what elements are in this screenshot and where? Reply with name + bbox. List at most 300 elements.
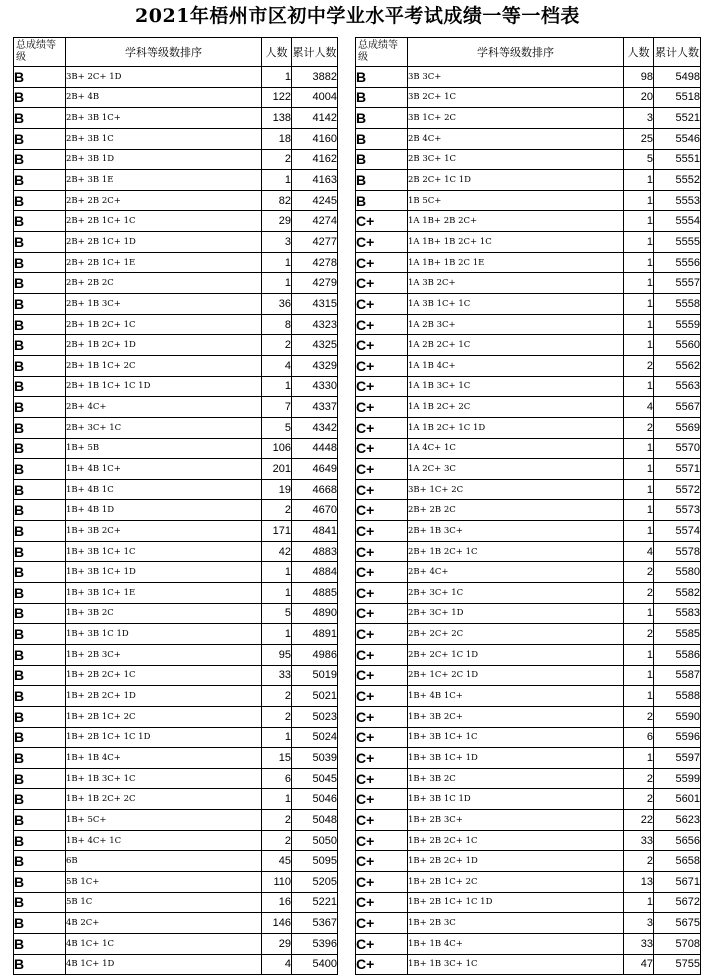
count-cell: 2 — [262, 810, 292, 831]
table-row — [14, 521, 338, 542]
grade-cell: C+ — [356, 521, 408, 542]
count-cell: 1 — [262, 562, 292, 583]
table-row — [356, 644, 701, 665]
sequence-cell: 4B 1C+ 1D — [66, 954, 262, 975]
sequence-cell: 1B+ 2B 2C+ 1C — [408, 830, 624, 851]
grade-cell: C+ — [356, 851, 408, 872]
table-header-row — [356, 38, 701, 67]
sequence-cell: 1B+ 2B 1C+ 2C — [66, 706, 262, 727]
grade-cell: B — [14, 190, 66, 211]
cumulative-cell: 5367 — [292, 913, 338, 934]
cumulative-cell: 5553 — [654, 190, 701, 211]
grade-cell: B — [14, 748, 66, 769]
count-cell: 22 — [624, 810, 654, 831]
count-cell: 2 — [624, 355, 654, 376]
count-cell: 6 — [624, 727, 654, 748]
grade-cell: B — [14, 479, 66, 500]
count-cell: 1 — [624, 294, 654, 315]
count-cell: 1 — [624, 479, 654, 500]
sequence-cell: 5B 1C+ — [66, 871, 262, 892]
count-cell: 1 — [624, 211, 654, 232]
grade-cell: B — [14, 871, 66, 892]
sequence-cell: 1A 2C+ 3C — [408, 459, 624, 480]
sequence-cell: 2B+ 2B 1C+ 1D — [66, 232, 262, 253]
cumulative-cell: 4890 — [292, 603, 338, 624]
sequence-cell: 1B+ 1B 4C+ — [66, 748, 262, 769]
sequence-cell: 1B+ 5C+ — [66, 810, 262, 831]
grade-table-left — [13, 37, 338, 975]
count-cell: 1 — [262, 727, 292, 748]
page-title: 2021年梧州市区初中学业水平考试成绩一等一档表 — [135, 5, 580, 27]
count-cell: 2 — [624, 706, 654, 727]
sequence-cell: 2B+ 3C+ 1C — [66, 417, 262, 438]
cumulative-cell: 4323 — [292, 314, 338, 335]
table-header-row — [14, 38, 338, 67]
cumulative-cell: 4004 — [292, 87, 338, 108]
grade-cell: C+ — [356, 273, 408, 294]
table-row — [14, 211, 338, 232]
sequence-cell: 1A 1B 3C+ 1C — [408, 376, 624, 397]
cumulative-cell: 5563 — [654, 376, 701, 397]
grade-cell: B — [14, 768, 66, 789]
grade-cell: C+ — [356, 871, 408, 892]
grade-cell: B — [14, 810, 66, 831]
cumulative-cell: 4315 — [292, 294, 338, 315]
cumulative-cell: 5221 — [292, 892, 338, 913]
cumulative-cell: 5571 — [654, 459, 701, 480]
sequence-cell: 2B+ 2C+ 1C 1D — [408, 644, 624, 665]
count-cell: 3 — [624, 108, 654, 129]
cumulative-cell: 5585 — [654, 624, 701, 645]
count-cell: 1 — [624, 314, 654, 335]
sequence-cell: 1A 1B+ 2B 2C+ — [408, 211, 624, 232]
table-row — [356, 108, 701, 129]
cumulative-cell: 5048 — [292, 810, 338, 831]
sequence-cell: 1B+ 3B 2C+ — [66, 521, 262, 542]
count-cell: 29 — [262, 211, 292, 232]
sequence-cell: 3B 2C+ 1C — [408, 87, 624, 108]
grade-cell: B — [14, 686, 66, 707]
sequence-cell: 1B+ 3B 1C 1D — [66, 624, 262, 645]
cumulative-cell: 4337 — [292, 397, 338, 418]
cumulative-cell: 5583 — [654, 603, 701, 624]
cumulative-cell: 5578 — [654, 541, 701, 562]
sequence-cell: 1B+ 2B 1C+ 1C 1D — [66, 727, 262, 748]
table-row — [14, 954, 338, 975]
grade-cell: B — [14, 521, 66, 542]
grade-cell: C+ — [356, 603, 408, 624]
cumulative-cell: 5587 — [654, 665, 701, 686]
header-cumulative: 累计人数 — [292, 38, 338, 67]
table-body-left — [14, 67, 338, 975]
table-row — [14, 232, 338, 253]
count-cell: 106 — [262, 438, 292, 459]
sequence-cell: 1B+ 4B 1C+ — [66, 459, 262, 480]
sequence-cell: 2B+ 1B 1C+ 2C — [66, 355, 262, 376]
count-cell: 1 — [624, 232, 654, 253]
cumulative-cell: 5556 — [654, 252, 701, 273]
count-cell: 95 — [262, 644, 292, 665]
grade-cell: B — [14, 500, 66, 521]
cumulative-cell: 5658 — [654, 851, 701, 872]
cumulative-cell: 5559 — [654, 314, 701, 335]
table-row — [14, 686, 338, 707]
table-row — [356, 851, 701, 872]
table-row — [356, 789, 701, 810]
table-row — [14, 810, 338, 831]
sequence-cell: 2B+ 1B 2C+ 1C — [408, 541, 624, 562]
count-cell: 2 — [624, 624, 654, 645]
table-row — [14, 541, 338, 562]
sequence-cell: 2B+ 2B 1C+ 1E — [66, 252, 262, 273]
grade-cell: C+ — [356, 294, 408, 315]
sequence-cell: 2B+ 1B 3C+ — [408, 521, 624, 542]
sequence-cell: 1B+ 2B 1C+ 2C — [408, 871, 624, 892]
grade-cell: C+ — [356, 459, 408, 480]
table-row — [356, 459, 701, 480]
count-cell: 2 — [262, 706, 292, 727]
sequence-cell: 1B+ 2B 2C+ 1D — [408, 851, 624, 872]
sequence-cell: 2B+ 2C+ 2C — [408, 624, 624, 645]
grade-cell: C+ — [356, 727, 408, 748]
count-cell: 1 — [624, 170, 654, 191]
count-cell: 4 — [624, 397, 654, 418]
cumulative-cell: 3882 — [292, 67, 338, 88]
sequence-cell: 2B+ 4B — [66, 87, 262, 108]
sequence-cell: 1B+ 3B 2C+ — [408, 706, 624, 727]
table-row — [14, 170, 338, 191]
grade-cell: C+ — [356, 500, 408, 521]
count-cell: 2 — [624, 583, 654, 604]
table-row — [356, 768, 701, 789]
count-cell: 33 — [262, 665, 292, 686]
cumulative-cell: 5560 — [654, 335, 701, 356]
cumulative-cell: 5675 — [654, 913, 701, 934]
grade-cell: B — [14, 355, 66, 376]
table-row — [356, 170, 701, 191]
cumulative-cell: 4448 — [292, 438, 338, 459]
count-cell: 5 — [262, 603, 292, 624]
count-cell: 7 — [262, 397, 292, 418]
grade-cell: B — [14, 954, 66, 975]
sequence-cell: 1A 1B 4C+ — [408, 355, 624, 376]
count-cell: 1 — [624, 438, 654, 459]
cumulative-cell: 4885 — [292, 583, 338, 604]
sequence-cell: 1B+ 4B 1C — [66, 479, 262, 500]
count-cell: 2 — [624, 417, 654, 438]
table-row — [14, 665, 338, 686]
table-row — [14, 727, 338, 748]
grade-cell: C+ — [356, 933, 408, 954]
table-row — [356, 128, 701, 149]
count-cell: 15 — [262, 748, 292, 769]
sequence-cell: 1B+ 4B 1C+ — [408, 686, 624, 707]
sequence-cell: 2B 4C+ — [408, 128, 624, 149]
sequence-cell: 2B+ 3C+ 1D — [408, 603, 624, 624]
grade-cell: B — [14, 294, 66, 315]
count-cell: 1 — [624, 603, 654, 624]
cumulative-cell: 4330 — [292, 376, 338, 397]
table-row — [14, 67, 338, 88]
grade-cell: B — [14, 335, 66, 356]
count-cell: 4 — [624, 541, 654, 562]
table-row — [356, 933, 701, 954]
table-row — [356, 810, 701, 831]
cumulative-cell: 5599 — [654, 768, 701, 789]
count-cell: 1 — [624, 748, 654, 769]
cumulative-cell: 5570 — [654, 438, 701, 459]
cumulative-cell: 5400 — [292, 954, 338, 975]
count-cell: 110 — [262, 871, 292, 892]
sequence-cell: 3B 3C+ — [408, 67, 624, 88]
sequence-cell: 2B+ 2B 2C — [66, 273, 262, 294]
sequence-cell: 2B+ 1B 2C+ 1C — [66, 314, 262, 335]
table-row — [356, 954, 701, 975]
count-cell: 1 — [262, 252, 292, 273]
sequence-cell: 1A 1B+ 1B 2C 1E — [408, 252, 624, 273]
sequence-cell: 1A 3B 1C+ 1C — [408, 294, 624, 315]
sequence-cell: 1A 2B 2C+ 1C — [408, 335, 624, 356]
sequence-cell: 1B+ 2B 2C+ 1C — [66, 665, 262, 686]
count-cell: 1 — [624, 335, 654, 356]
count-cell: 2 — [262, 500, 292, 521]
grade-cell: B — [14, 933, 66, 954]
grade-cell: C+ — [356, 314, 408, 335]
table-row — [14, 644, 338, 665]
grade-cell: C+ — [356, 211, 408, 232]
sequence-cell: 2B 3C+ 1C — [408, 149, 624, 170]
sequence-cell: 1B+ 2B 3C — [408, 913, 624, 934]
cumulative-cell: 5019 — [292, 665, 338, 686]
count-cell: 201 — [262, 459, 292, 480]
table-row — [356, 67, 701, 88]
cumulative-cell: 5601 — [654, 789, 701, 810]
cumulative-cell: 4160 — [292, 128, 338, 149]
count-cell: 1 — [624, 500, 654, 521]
sequence-cell: 4B 2C+ — [66, 913, 262, 934]
count-cell: 16 — [262, 892, 292, 913]
table-row — [14, 830, 338, 851]
count-cell: 3 — [262, 232, 292, 253]
grade-cell: C+ — [356, 706, 408, 727]
table-row — [14, 583, 338, 604]
count-cell: 1 — [624, 644, 654, 665]
grade-cell: B — [14, 665, 66, 686]
sequence-cell: 3B+ 2C+ 1D — [66, 67, 262, 88]
grade-cell: B — [14, 438, 66, 459]
count-cell: 1 — [624, 459, 654, 480]
grade-cell: B — [14, 830, 66, 851]
grade-cell: C+ — [356, 892, 408, 913]
table-row — [14, 397, 338, 418]
cumulative-cell: 5045 — [292, 768, 338, 789]
cumulative-cell: 5582 — [654, 583, 701, 604]
table-row — [14, 624, 338, 645]
count-cell: 2 — [624, 768, 654, 789]
grade-cell: C+ — [356, 624, 408, 645]
table-row — [356, 273, 701, 294]
table-row — [14, 376, 338, 397]
cumulative-cell: 5050 — [292, 830, 338, 851]
table-row — [356, 232, 701, 253]
count-cell: 33 — [624, 933, 654, 954]
grade-cell: C+ — [356, 748, 408, 769]
grade-cell: B — [14, 149, 66, 170]
grade-cell: C+ — [356, 541, 408, 562]
grade-cell: B — [356, 128, 408, 149]
count-cell: 171 — [262, 521, 292, 542]
count-cell: 2 — [624, 562, 654, 583]
sequence-cell: 5B 1C — [66, 892, 262, 913]
grade-cell: C+ — [356, 768, 408, 789]
grade-cell: C+ — [356, 810, 408, 831]
sequence-cell: 1B 5C+ — [408, 190, 624, 211]
sequence-cell: 3B 1C+ 2C — [408, 108, 624, 129]
cumulative-cell: 4329 — [292, 355, 338, 376]
count-cell: 2 — [262, 830, 292, 851]
sequence-cell: 3B+ 1C+ 2C — [408, 479, 624, 500]
table-row — [14, 190, 338, 211]
count-cell: 4 — [262, 355, 292, 376]
sequence-cell: 1B+ 2B 3C+ — [408, 810, 624, 831]
sequence-cell: 1B+ 2B 1C+ 1C 1D — [408, 892, 624, 913]
sequence-cell: 1A 2B 3C+ — [408, 314, 624, 335]
cumulative-cell: 5590 — [654, 706, 701, 727]
header-grade: 总成绩等级 — [14, 38, 66, 67]
sequence-cell: 1B+ 4C+ 1C — [66, 830, 262, 851]
table-row — [14, 748, 338, 769]
cumulative-cell: 5518 — [654, 87, 701, 108]
sequence-cell: 1B+ 1B 3C+ 1C — [66, 768, 262, 789]
count-cell: 1 — [624, 190, 654, 211]
cumulative-cell: 5708 — [654, 933, 701, 954]
grade-cell: C+ — [356, 562, 408, 583]
cumulative-cell: 5755 — [654, 954, 701, 975]
count-cell: 18 — [262, 128, 292, 149]
grade-cell: B — [14, 727, 66, 748]
table-row — [356, 500, 701, 521]
grade-cell: B — [14, 170, 66, 191]
cumulative-cell: 5021 — [292, 686, 338, 707]
grade-cell: B — [14, 128, 66, 149]
count-cell: 1 — [262, 170, 292, 191]
count-cell: 1 — [262, 583, 292, 604]
cumulative-cell: 5023 — [292, 706, 338, 727]
table-row — [14, 335, 338, 356]
cumulative-cell: 5588 — [654, 686, 701, 707]
grade-cell: B — [14, 376, 66, 397]
header-cumulative: 累计人数 — [654, 38, 701, 67]
cumulative-cell: 5572 — [654, 479, 701, 500]
table-row — [356, 913, 701, 934]
sequence-cell: 2B+ 4C+ — [408, 562, 624, 583]
count-cell: 5 — [624, 149, 654, 170]
count-cell: 122 — [262, 87, 292, 108]
sequence-cell: 2B+ 1B 2C+ 1D — [66, 335, 262, 356]
count-cell: 2 — [624, 851, 654, 872]
cumulative-cell: 5039 — [292, 748, 338, 769]
cumulative-cell: 4841 — [292, 521, 338, 542]
count-cell: 2 — [262, 335, 292, 356]
sequence-cell: 1B+ 3B 1C+ 1E — [66, 583, 262, 604]
count-cell: 1 — [624, 376, 654, 397]
sequence-cell: 1B+ 3B 1C+ 1D — [66, 562, 262, 583]
count-cell: 13 — [624, 871, 654, 892]
sequence-cell: 1B+ 3B 1C+ 1C — [408, 727, 624, 748]
cumulative-cell: 5623 — [654, 810, 701, 831]
sequence-cell: 2B+ 1B 1C+ 1C 1D — [66, 376, 262, 397]
count-cell: 5 — [262, 417, 292, 438]
table-row — [356, 727, 701, 748]
cumulative-cell: 4342 — [292, 417, 338, 438]
table-row — [356, 438, 701, 459]
header-grade: 总成绩等级 — [356, 38, 408, 67]
table-row — [14, 459, 338, 480]
table-row — [356, 355, 701, 376]
cumulative-cell: 4891 — [292, 624, 338, 645]
grade-cell: C+ — [356, 355, 408, 376]
cumulative-cell: 5546 — [654, 128, 701, 149]
count-cell: 4 — [262, 954, 292, 975]
table-row — [356, 748, 701, 769]
table-row — [14, 149, 338, 170]
grade-cell: C+ — [356, 232, 408, 253]
grade-cell: B — [14, 644, 66, 665]
table-row — [14, 314, 338, 335]
grade-cell: C+ — [356, 335, 408, 356]
grade-cell: B — [14, 108, 66, 129]
grade-cell: B — [14, 624, 66, 645]
table-row — [14, 294, 338, 315]
table-row — [356, 335, 701, 356]
grade-cell: C+ — [356, 665, 408, 686]
cumulative-cell: 5095 — [292, 851, 338, 872]
count-cell: 1 — [262, 273, 292, 294]
table-row — [14, 479, 338, 500]
grade-cell: B — [356, 149, 408, 170]
table-row — [14, 913, 338, 934]
cumulative-cell: 5574 — [654, 521, 701, 542]
cumulative-cell: 4986 — [292, 644, 338, 665]
cumulative-cell: 5569 — [654, 417, 701, 438]
count-cell: 2 — [262, 686, 292, 707]
cumulative-cell: 4277 — [292, 232, 338, 253]
count-cell: 25 — [624, 128, 654, 149]
grade-cell: C+ — [356, 479, 408, 500]
table-row — [14, 603, 338, 624]
sequence-cell: 1B+ 4B 1D — [66, 500, 262, 521]
table-row — [14, 128, 338, 149]
grade-cell: B — [14, 417, 66, 438]
table-row — [356, 314, 701, 335]
grade-cell: B — [14, 583, 66, 604]
grade-cell: B — [14, 541, 66, 562]
cumulative-cell: 4163 — [292, 170, 338, 191]
count-cell: 8 — [262, 314, 292, 335]
cumulative-cell: 5573 — [654, 500, 701, 521]
sequence-cell: 1A 3B 2C+ — [408, 273, 624, 294]
grade-cell: B — [14, 892, 66, 913]
cumulative-cell: 5552 — [654, 170, 701, 191]
table-row — [356, 892, 701, 913]
grade-cell: B — [14, 67, 66, 88]
grade-cell: B — [14, 913, 66, 934]
sequence-cell: 1B+ 2B 3C+ — [66, 644, 262, 665]
table-row — [356, 686, 701, 707]
grade-table-right — [355, 37, 701, 975]
table-row — [356, 665, 701, 686]
cumulative-cell: 4883 — [292, 541, 338, 562]
